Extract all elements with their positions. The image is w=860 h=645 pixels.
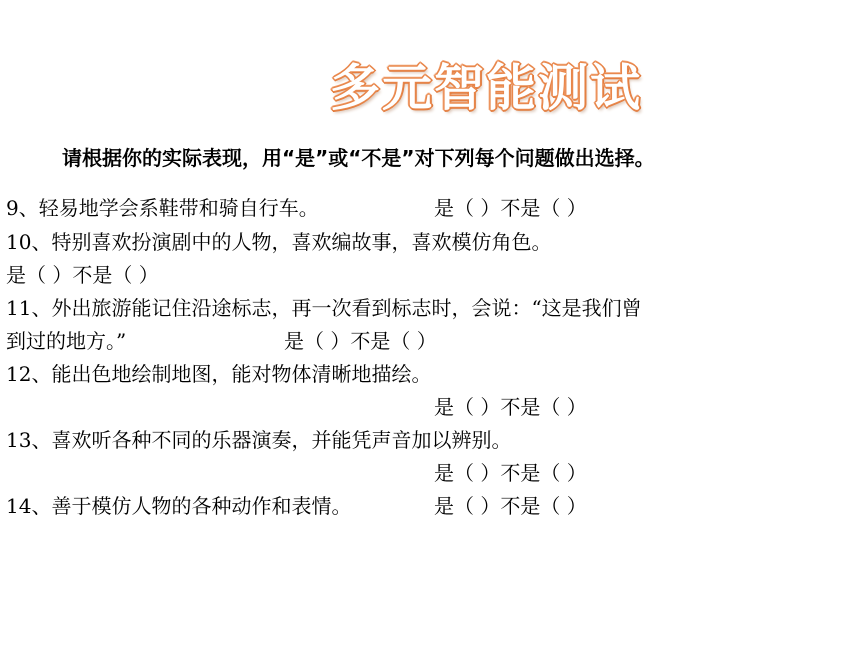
question-13-answer: 是（ ）不是（ ） [434, 461, 587, 485]
question-13: 13、喜欢听各种不同的乐器演奏，并能凭声音加以辨别。 [6, 428, 512, 452]
question-11-answer: 是（ ）不是（ ） [284, 329, 437, 353]
question-10-answer: 是（ ）不是（ ） [6, 263, 159, 287]
question-12: 12、能出色地绘制地图，能对物体清晰地描绘。 [6, 362, 432, 386]
question-10: 10、特别喜欢扮演剧中的人物，喜欢编故事，喜欢模仿角色。 [6, 230, 552, 254]
question-9: 9、轻易地学会系鞋带和骑自行车。 [6, 196, 319, 220]
page-title: 多元智能测试 [330, 59, 642, 117]
instruction-text: 请根据你的实际表现，用“是”或“不是”对下列每个问题做出选择。 [62, 146, 655, 170]
question-12-answer: 是（ ）不是（ ） [434, 395, 587, 419]
question-14-answer: 是（ ）不是（ ） [434, 494, 587, 518]
question-9-answer: 是（ ）不是（ ） [434, 196, 587, 220]
question-11-continued: 到过的地方。” [6, 329, 127, 353]
question-11: 11、外出旅游能记住沿途标志，再一次看到标志时，会说：“这是我们曾 [6, 296, 642, 320]
question-14: 14、善于模仿人物的各种动作和表情。 [6, 494, 352, 518]
